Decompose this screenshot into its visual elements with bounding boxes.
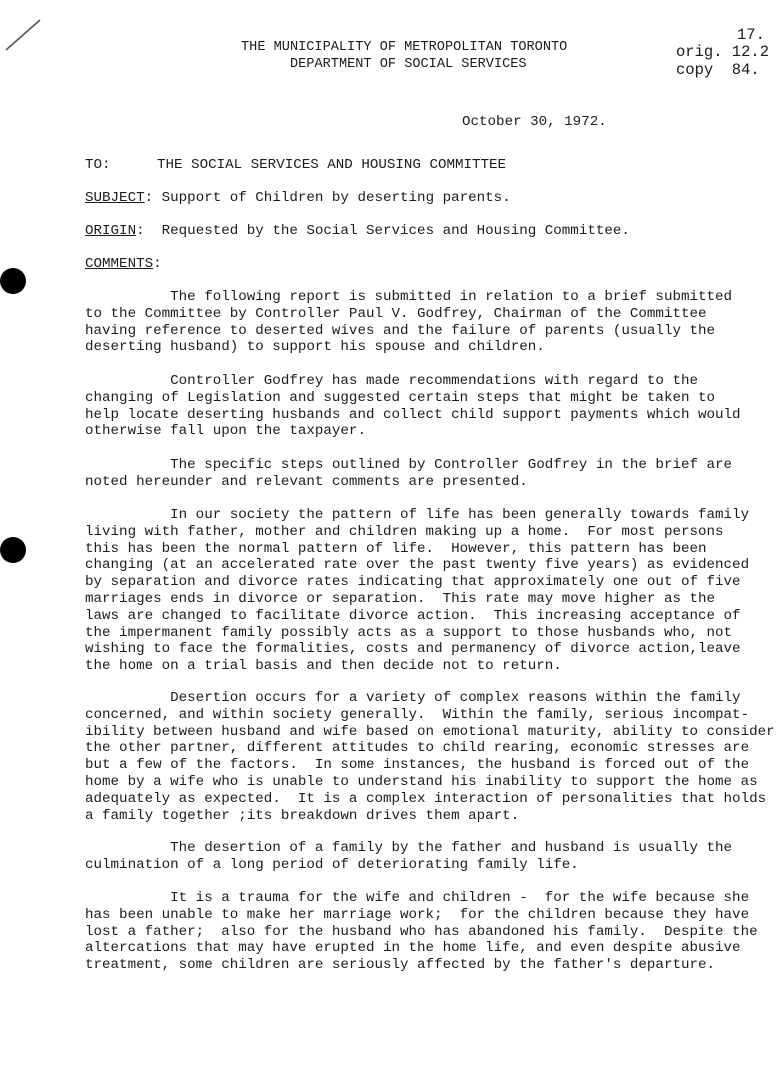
origin-label: ORIGIN — [85, 223, 137, 239]
comments-label: COMMENTS — [85, 256, 154, 272]
subject-label: SUBJECT — [85, 190, 145, 206]
paragraph: The following report is submitted in relation to a brief submitted to the Committee by Controller Paul V. Godfrey, Chairman of the Committee having reference to deserted wives and the failure of parents (usually the deserting husband) to support his spouse and children. — [85, 289, 733, 356]
paragraph: It is a trauma for the wife and children - for the wife because she has been unable to make her marriage work; for the children because they have lost a father; also for the husband who has abandoned his family. Despite the altercations that may have erupted in the home life, and even despite abusive treatment, some children are seriously affected by the father's departure. — [85, 890, 758, 974]
paragraph: The desertion of a family by the father and husband is usually the culmination of a long period of deteriorating family life. — [85, 840, 733, 873]
subject-value: : Support of Children by deserting parents. — [144, 190, 511, 206]
subject-line — [85, 190, 511, 207]
origin-line — [85, 223, 630, 240]
paragraph: The specific steps outlined by Controller Godfrey in the brief are noted hereunder and relevant comments are presented. — [85, 457, 733, 490]
pen-mark-icon — [0, 0, 60, 60]
corner-number: 17. — [737, 26, 765, 44]
paragraph: In our society the pattern of life has been generally towards family living with father, mother and children making up a home. For most persons this has been the normal pattern of life. However, this pattern has been changing (at an accelerated rate over the past twenty five years) as evidenced by separation and divorce rates indicating that approximately one out of five marriages ends in divorce or separation. This rate may move higher as the laws are changed to facilitate divorce action. This increasing acceptance of the impermanent family possibly acts as a support to those husbands who, not wishing to face the formalities, costs and permanency of divorce action,leave the home on a trial basis and then decide not to return. — [85, 507, 750, 675]
punch-hole — [0, 268, 26, 294]
org-name: THE MUNICIPALITY OF METROPOLITAN TORONTO — [241, 40, 568, 55]
to-label: TO: — [85, 157, 111, 173]
paragraph: Desertion occurs for a variety of complex reasons within the family concerned, and within society generally. Within the family, serious incompat- ibility between husband and wife based on emotional maturity, ability to consider the other partner, different attitudes to child rearing, economic stresses are but a few of the factors. In some instances, the husband is forced out of the home by a wife who is unable to understand his inability to support the home as adequately as expected. It is a complex interaction of personalities that holds a family together ;its breakdown drives them apart. — [85, 690, 775, 824]
paragraph: Controller Godfrey has made recommendations with regard to the changing of Legislation and suggested certain steps that might be taken to help locate deserting husbands and collect child support payments which would otherwise fall upon the taxpayer. — [85, 373, 741, 440]
document-date: October 30, 1972. — [462, 114, 607, 130]
comments-colon: : — [153, 256, 162, 272]
origin-value: : Requested by the Social Services and Housing Committee. — [136, 223, 630, 239]
department-name: DEPARTMENT OF SOCIAL SERVICES — [290, 57, 527, 72]
corner-orig: orig. 12.2 — [676, 43, 770, 61]
to-value: THE SOCIAL SERVICES AND HOUSING COMMITTEE — [157, 157, 507, 173]
corner-copy: copy 84. — [676, 61, 760, 79]
punch-hole — [0, 537, 26, 563]
comments-line — [85, 256, 162, 273]
